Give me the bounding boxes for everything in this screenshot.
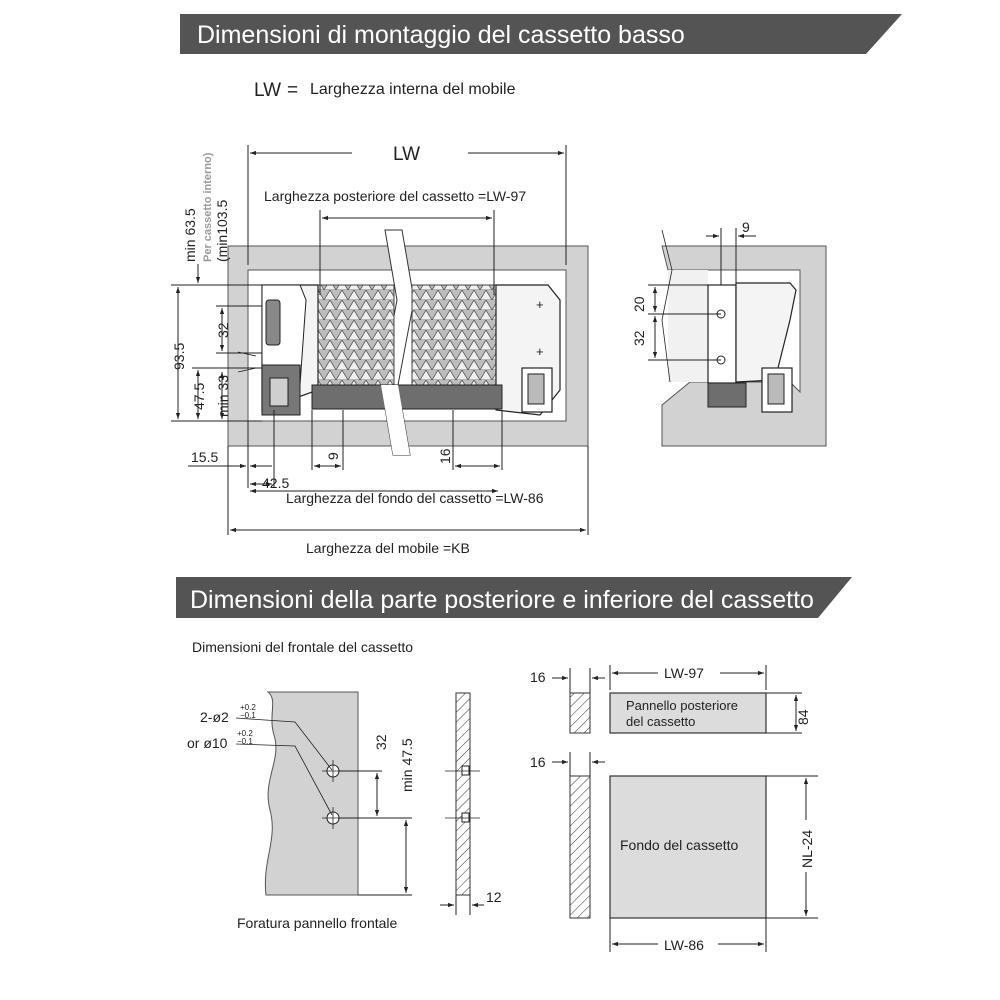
rear-width-label: Larghezza posteriore del cassetto =LW-97 <box>264 188 527 204</box>
side-dim-9: 9 <box>742 219 750 235</box>
section2-title: Dimensioni della parte posteriore e inferiore del cassetto <box>190 586 814 614</box>
hole-spec-2-diam-2: 2-ø2 <box>200 709 229 725</box>
bottom-width: LW-86 <box>664 937 704 953</box>
dim-42-5: 42.5 <box>262 475 290 491</box>
hole-spec-diam-10: or ø10 <box>187 735 228 751</box>
cabinet-front-view <box>228 230 588 455</box>
rear-height: 84 <box>795 709 811 725</box>
tol-minus-2: −0.1 <box>237 737 253 746</box>
section2-header <box>176 577 852 618</box>
front-panel-drawing <box>236 692 358 895</box>
front-dims-title: Dimensioni del frontale del cassetto <box>192 639 414 655</box>
dim-15-5: 15.5 <box>191 449 219 465</box>
dim-47-5: 47.5 <box>191 382 207 410</box>
rear-width: LW-97 <box>664 665 704 681</box>
svg-text:+: + <box>536 344 544 359</box>
tol-minus-1: −0.1 <box>240 711 256 720</box>
cabinet-side-view <box>662 230 826 446</box>
front-panel-section <box>456 693 470 895</box>
cabinet-width-label: Larghezza del mobile =KB <box>306 540 470 556</box>
dim-32-drill: 32 <box>373 734 389 750</box>
lw-key: LW <box>254 80 282 101</box>
bottom-depth: NL-24 <box>799 829 815 868</box>
side-dim-32: 32 <box>631 330 647 346</box>
dim-9-front: 9 <box>325 452 341 460</box>
dim-min-33: min 33 <box>215 374 231 417</box>
dim-min-47-5-drill: min 47.5 <box>399 738 415 792</box>
section1-title: Dimensioni di montaggio del cassetto basso <box>197 21 685 49</box>
tol-plus-1: +0.2 <box>240 703 256 712</box>
dim-93-5: 93.5 <box>171 342 187 370</box>
bottom-width-label: Larghezza del fondo del cassetto =LW-86 <box>286 490 544 506</box>
dim-16-front: 16 <box>437 448 453 464</box>
rear-panel-label-1: Pannello posteriore <box>626 698 739 713</box>
front-drilling-caption: Foratura pannello frontale <box>237 915 398 931</box>
min-1035-label: (min103.5 <box>214 199 230 262</box>
tol-plus-2: +0.2 <box>237 729 253 738</box>
bottom-panel-section <box>570 776 590 918</box>
min-635-label: min 63.5 <box>182 208 198 262</box>
rear-panel-label-2: del cassetto <box>626 714 696 729</box>
bottom-panel-label: Fondo del cassetto <box>620 837 739 853</box>
lw-eq: = <box>287 80 299 101</box>
lw-dimension: LW <box>393 144 421 165</box>
dim-12: 12 <box>486 889 502 905</box>
rear-panel-section <box>570 693 590 733</box>
dim-32-front: 32 <box>215 322 231 338</box>
per-cassetto-interno-label: Per cassetto interno) <box>202 152 214 262</box>
side-dim-20: 20 <box>631 296 647 312</box>
svg-text:+: + <box>536 297 544 312</box>
rear-thickness: 16 <box>530 669 546 685</box>
section1-header <box>180 14 902 54</box>
lw-definition: Larghezza interna del mobile <box>310 81 516 98</box>
bottom-thickness: 16 <box>530 754 546 770</box>
